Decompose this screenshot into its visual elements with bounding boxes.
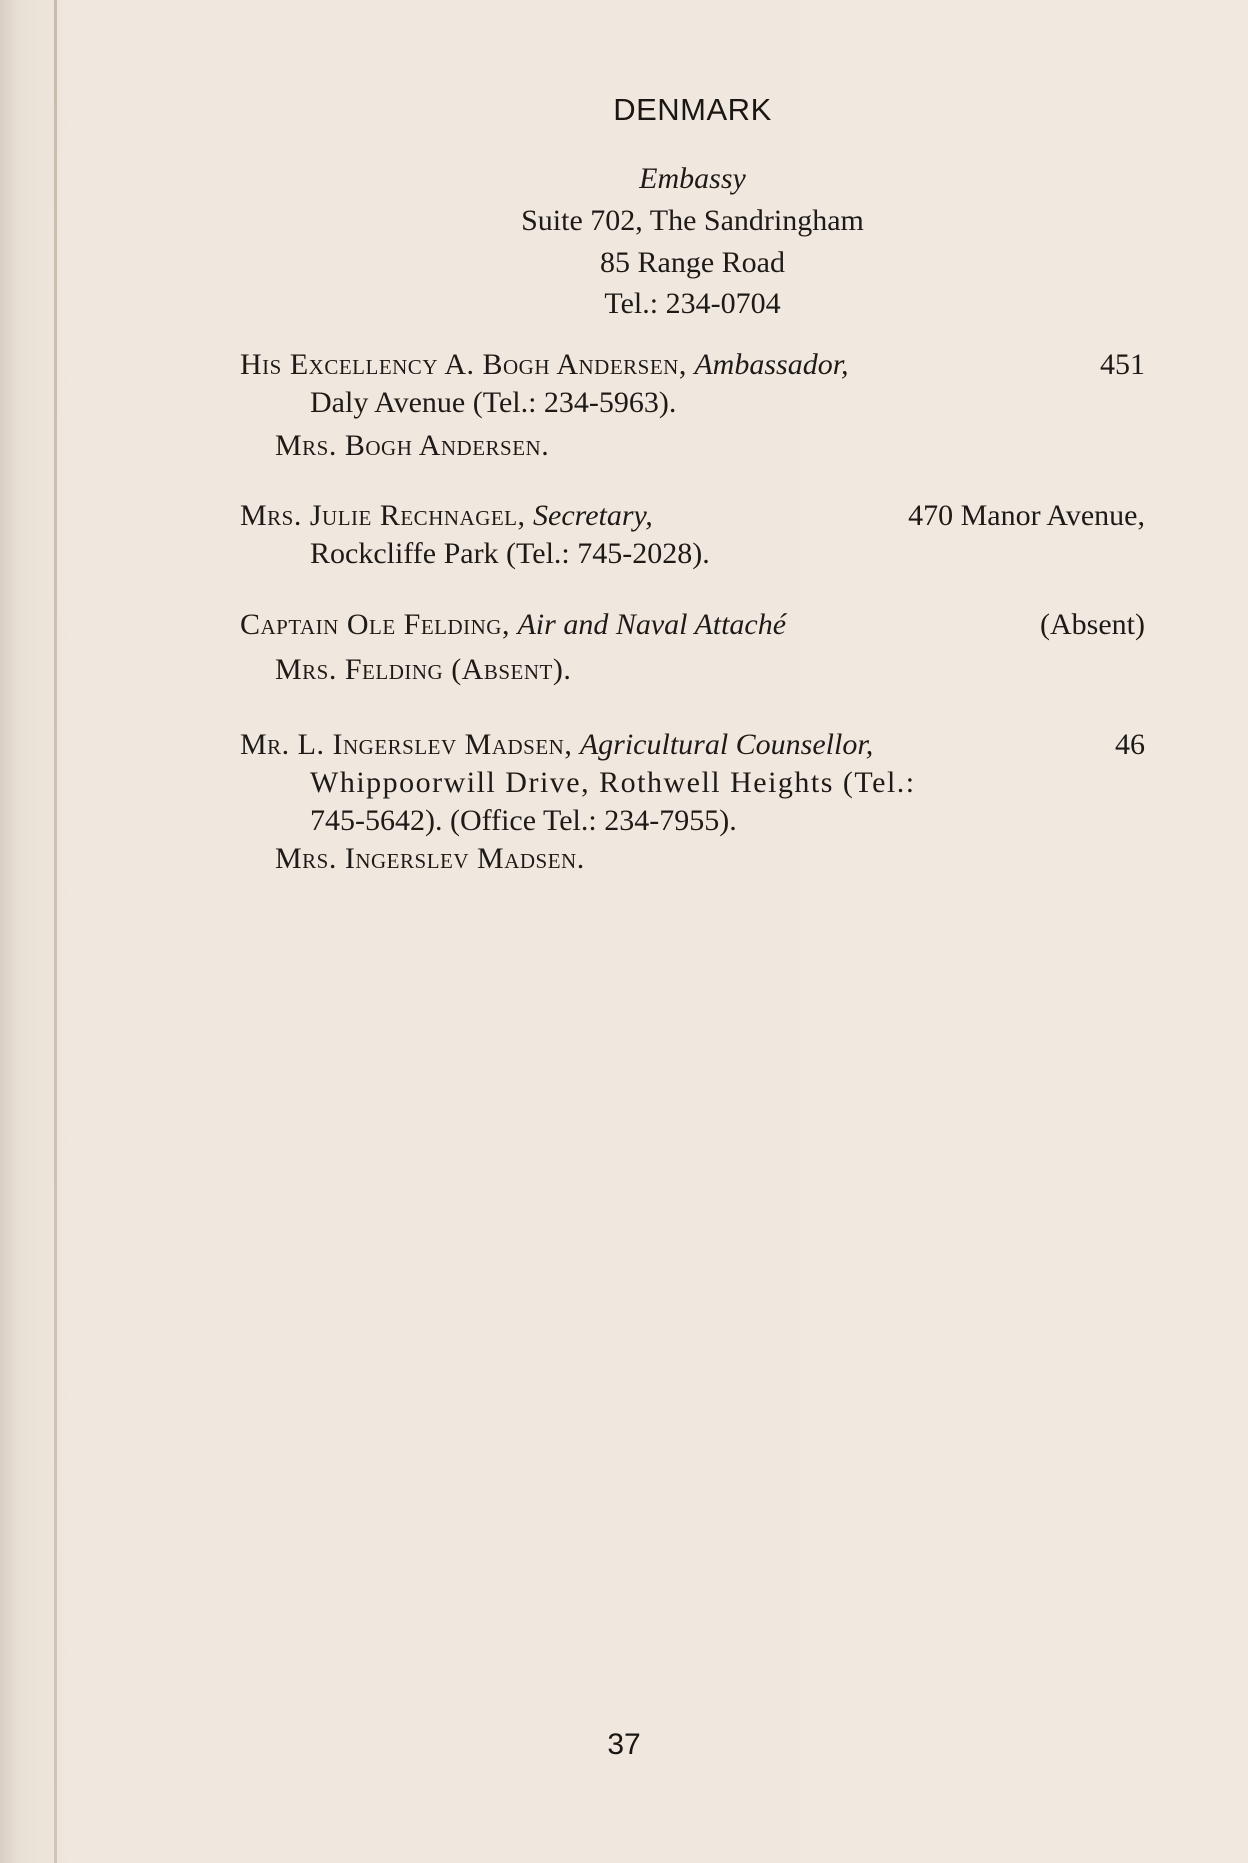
entry-secretary xyxy=(240,497,1145,573)
entry-phone: 745-5642). (Office Tel.: 234-7955). xyxy=(310,804,737,837)
entry-attache xyxy=(240,606,1145,644)
entry-address-start: 451 xyxy=(1100,348,1145,381)
entry-address: Daly Avenue (Tel.: 234-5963). xyxy=(310,386,677,419)
entry-address-start: 470 Manor Avenue, xyxy=(908,499,1145,532)
entry-address: Rockcliffe Park (Tel.: 745-2028). xyxy=(310,537,710,570)
entry-name: Mrs. Julie Rechnagel, xyxy=(240,499,526,532)
entry-role: Agricultural Counsellor, xyxy=(579,728,874,761)
entry-address: Whippoorwill Drive, Rothwell Heights (Tel.: xyxy=(310,766,916,799)
address-line-2: 85 Range Road xyxy=(600,246,785,279)
entry-spouse-text: Mrs. Felding (Absent). xyxy=(275,653,572,686)
entry-spouse: Mrs. Ingerslev Madsen. xyxy=(275,842,585,875)
entry-role: Ambassador, xyxy=(694,348,849,381)
address-line-3: Tel.: 234-0704 xyxy=(604,287,781,320)
entry-name: His Excellency A. Bogh Andersen, xyxy=(240,348,687,381)
entry-spouse: Mrs. Bogh Andersen. xyxy=(275,429,550,462)
binding-gutter xyxy=(54,0,57,1863)
entry-address-start: 46 xyxy=(1115,728,1145,761)
entry-status: (Absent) xyxy=(1040,608,1145,641)
entry-role: Secretary, xyxy=(533,499,653,532)
address-line-1: Suite 702, The Sandringham xyxy=(521,204,864,237)
entry-name: Captain Ole Felding, xyxy=(240,608,510,641)
entry-role: Air and Naval Attaché xyxy=(517,608,787,641)
mission-type: Embassy xyxy=(639,162,746,195)
entry-spouse xyxy=(275,653,571,687)
page-number: 37 xyxy=(607,1728,641,1761)
entry-counsellor xyxy=(240,726,1145,840)
entry-name: Mr. L. Ingerslev Madsen, xyxy=(240,728,573,761)
country-heading: DENMARK xyxy=(613,92,772,127)
entry-ambassador xyxy=(240,346,1145,422)
